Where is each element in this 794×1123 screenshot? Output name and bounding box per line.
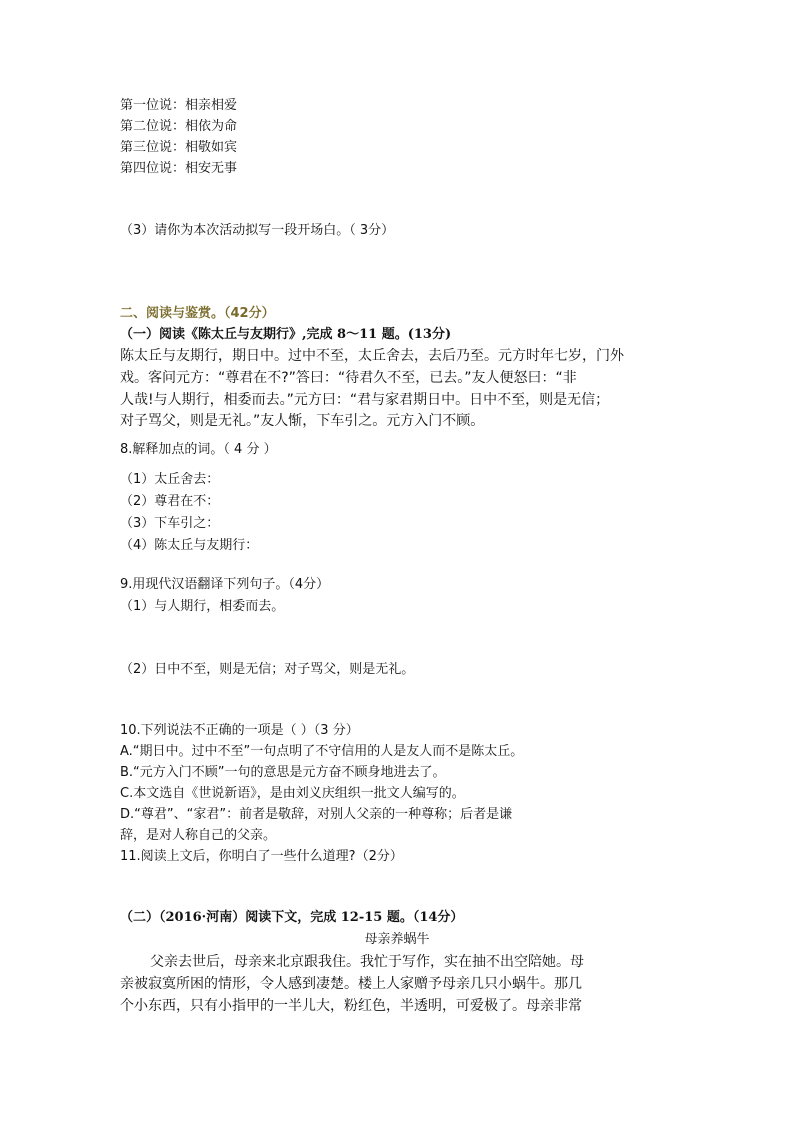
question-11: 11.阅读上文后，你明白了一些什么道理?（2分） (120, 849, 403, 864)
text-line: 第四位说：相安无事 (120, 161, 238, 176)
question-8: 8.解释加点的词。（ 4 分 ） (120, 442, 277, 457)
option: B.“元方入门不顾”一句的意思是元方奋不顾身地进去了。 (120, 765, 446, 780)
text-line: 第二位说：相依为命 (120, 119, 238, 134)
passage-line: 对子骂父，则是无礼。”友人惭，下车引之。元方入门不顾。 (120, 413, 485, 429)
section-title: 二、阅读与鉴赏。（42分） (120, 306, 275, 321)
question-8-item: （2）尊君在不： (120, 494, 220, 509)
question-10: 10.下列说法不正确的一项是（ ）（3 分） (120, 723, 359, 738)
option: D.“尊君”、“家君”：前者是敬辞，对别人父亲的一种尊称；后者是谦 (120, 807, 513, 822)
passage-line: 戏。客问元方：“尊君在不?”答曰：“待君久不至，已去。”友人便怒曰：“非 (120, 370, 577, 386)
option: A.“期日中。过中不至”一句点明了不守信用的人是友人而不是陈太丘。 (120, 744, 524, 759)
question-8-item: （3）下车引之： (120, 516, 220, 531)
question-9-item: （2）日中不至，则是无信；对子骂父，则是无礼。 (120, 662, 415, 677)
question-8-item: （4）陈太丘与友期行： (120, 538, 259, 553)
part-title: （一）阅读《陈太丘与友期行》,完成 8～11 题。(13分) (120, 327, 452, 342)
part-title: （二）（2016·河南）阅读下文，完成 12-15 题。（14分） (120, 910, 464, 925)
question-8-item: （1）太丘舍去： (120, 472, 220, 487)
passage-line: 父亲去世后，母亲来北京跟我住。我忙于写作，实在抽不出空陪她。母 (150, 954, 584, 970)
option: 辞，是对人称自己的父亲。 (120, 828, 277, 843)
passage-line: 人哉!与人期行，相委而去。”元方曰：“君与家君期日中。日中不至，则是无信； (120, 392, 610, 408)
passage-line: 陈太丘与友期行，期日中。过中不至，太丘舍去，去后乃至。元方时年七岁，门外 (120, 348, 624, 364)
question-9-item: （1）与人期行，相委而去。 (120, 599, 285, 614)
option: C.本文选自《世说新语》，是由刘义庆组织一批文人编写的。 (120, 786, 465, 801)
text-line: 第三位说：相敬如宾 (120, 140, 238, 155)
question-9: 9.用现代汉语翻译下列句子。（4分） (120, 577, 330, 592)
text-line: 第一位说：相亲相爱 (120, 98, 238, 113)
question-3: （3）请你为本次活动拟写一段开场白。（ 3分） (120, 223, 395, 238)
passage-line: 亲被寂寞所困的情形，令人感到凄楚。楼上人家赠予母亲几只小蜗牛。那几 (120, 976, 582, 992)
passage-line: 个小东西，只有小指甲的一半儿大，粉红色，半透明，可爱极了。母亲非常 (120, 998, 582, 1014)
passage-title: 母亲养蜗牛 (364, 932, 430, 947)
